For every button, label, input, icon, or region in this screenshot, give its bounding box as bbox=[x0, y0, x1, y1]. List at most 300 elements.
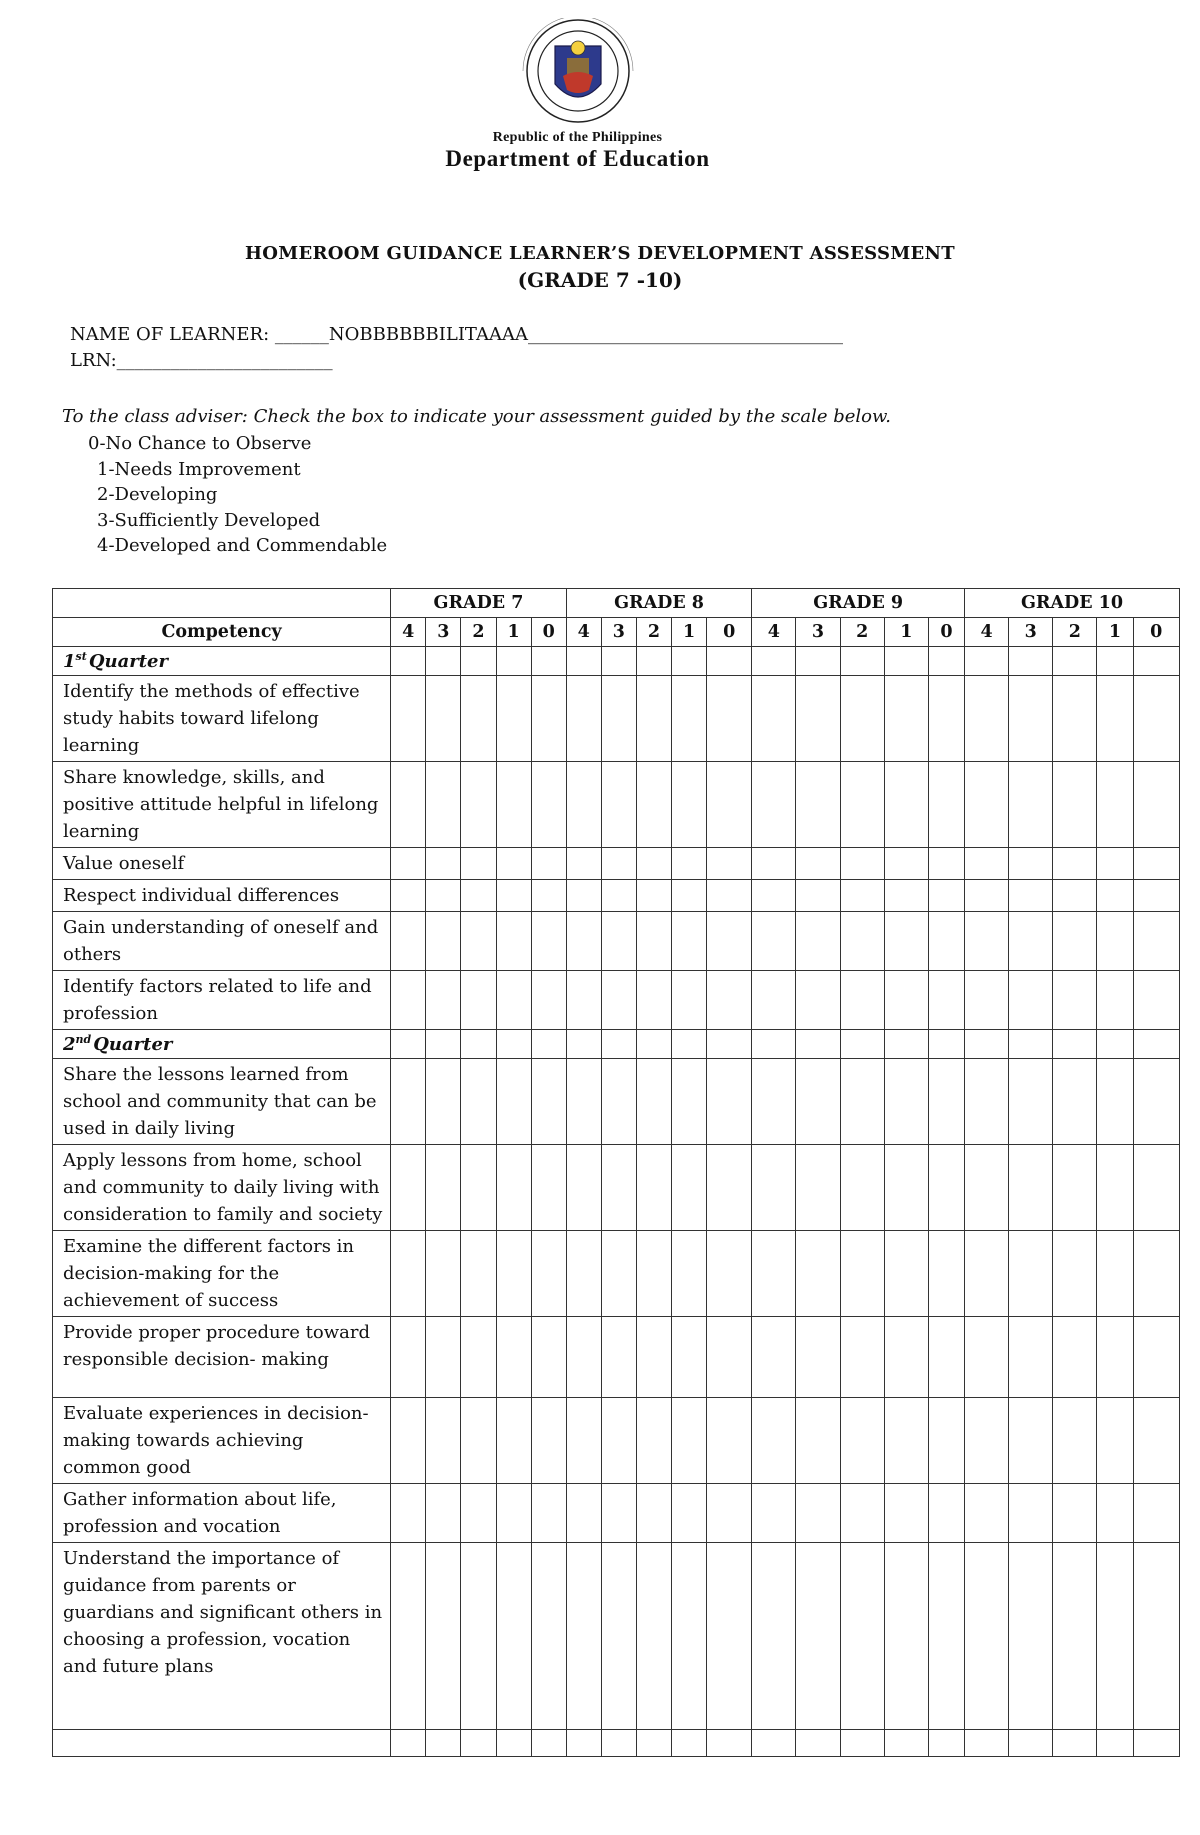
rating-checkbox-cell[interactable] bbox=[752, 1231, 796, 1317]
rating-checkbox-cell[interactable] bbox=[566, 1145, 601, 1231]
rating-checkbox-cell[interactable] bbox=[391, 880, 426, 912]
rating-checkbox-cell[interactable] bbox=[840, 1231, 884, 1317]
rating-checkbox-cell[interactable] bbox=[1097, 1484, 1133, 1543]
rating-checkbox-cell[interactable] bbox=[391, 1398, 426, 1484]
rating-checkbox-cell[interactable] bbox=[965, 1543, 1009, 1730]
rating-checkbox-cell[interactable] bbox=[1133, 1145, 1179, 1231]
rating-checkbox-cell[interactable] bbox=[566, 1398, 601, 1484]
rating-checkbox-cell[interactable] bbox=[601, 848, 636, 880]
rating-checkbox-cell[interactable] bbox=[796, 647, 840, 676]
rating-checkbox-cell[interactable] bbox=[707, 1059, 752, 1145]
rating-checkbox-cell[interactable] bbox=[461, 880, 496, 912]
rating-checkbox-cell[interactable] bbox=[636, 1059, 671, 1145]
rating-checkbox-cell[interactable] bbox=[1133, 647, 1179, 676]
rating-checkbox-cell[interactable] bbox=[796, 762, 840, 848]
rating-checkbox-cell[interactable] bbox=[636, 1484, 671, 1543]
rating-checkbox-cell[interactable] bbox=[1009, 1030, 1053, 1059]
rating-checkbox-cell[interactable] bbox=[1133, 1398, 1179, 1484]
rating-checkbox-cell[interactable] bbox=[840, 848, 884, 880]
rating-checkbox-cell[interactable] bbox=[928, 848, 964, 880]
rating-checkbox-cell[interactable] bbox=[426, 1030, 461, 1059]
rating-checkbox-cell[interactable] bbox=[884, 848, 928, 880]
rating-checkbox-cell[interactable] bbox=[566, 1484, 601, 1543]
rating-checkbox-cell[interactable] bbox=[496, 1145, 531, 1231]
rating-checkbox-cell[interactable] bbox=[496, 676, 531, 762]
rating-checkbox-cell[interactable] bbox=[796, 1543, 840, 1730]
rating-checkbox-cell[interactable] bbox=[928, 1484, 964, 1543]
rating-checkbox-cell[interactable] bbox=[531, 971, 566, 1030]
rating-checkbox-cell[interactable] bbox=[1133, 1484, 1179, 1543]
rating-checkbox-cell[interactable] bbox=[1097, 1317, 1133, 1398]
rating-checkbox-cell[interactable] bbox=[391, 676, 426, 762]
rating-checkbox-cell[interactable] bbox=[1009, 1145, 1053, 1231]
rating-checkbox-cell[interactable] bbox=[752, 762, 796, 848]
rating-checkbox-cell[interactable] bbox=[884, 762, 928, 848]
rating-checkbox-cell[interactable] bbox=[796, 848, 840, 880]
rating-checkbox-cell[interactable] bbox=[840, 912, 884, 971]
rating-checkbox-cell[interactable] bbox=[391, 647, 426, 676]
rating-checkbox-cell[interactable] bbox=[601, 1398, 636, 1484]
rating-checkbox-cell[interactable] bbox=[426, 1145, 461, 1231]
rating-checkbox-cell[interactable] bbox=[461, 1484, 496, 1543]
rating-checkbox-cell[interactable] bbox=[672, 912, 707, 971]
rating-checkbox-cell[interactable] bbox=[601, 971, 636, 1030]
rating-checkbox-cell[interactable] bbox=[461, 676, 496, 762]
rating-checkbox-cell[interactable] bbox=[840, 1317, 884, 1398]
rating-checkbox-cell[interactable] bbox=[426, 762, 461, 848]
rating-checkbox-cell[interactable] bbox=[531, 1059, 566, 1145]
rating-checkbox-cell[interactable] bbox=[965, 647, 1009, 676]
rating-checkbox-cell[interactable] bbox=[928, 1231, 964, 1317]
rating-checkbox-cell[interactable] bbox=[601, 1145, 636, 1231]
rating-checkbox-cell[interactable] bbox=[928, 647, 964, 676]
rating-checkbox-cell[interactable] bbox=[391, 848, 426, 880]
rating-checkbox-cell[interactable] bbox=[796, 1145, 840, 1231]
rating-checkbox-cell[interactable] bbox=[1009, 647, 1053, 676]
rating-checkbox-cell[interactable] bbox=[928, 880, 964, 912]
rating-checkbox-cell[interactable] bbox=[601, 912, 636, 971]
rating-checkbox-cell[interactable] bbox=[391, 1730, 426, 1757]
rating-checkbox-cell[interactable] bbox=[884, 1231, 928, 1317]
rating-checkbox-cell[interactable] bbox=[752, 1059, 796, 1145]
rating-checkbox-cell[interactable] bbox=[531, 1030, 566, 1059]
rating-checkbox-cell[interactable] bbox=[796, 1398, 840, 1484]
rating-checkbox-cell[interactable] bbox=[496, 1231, 531, 1317]
rating-checkbox-cell[interactable] bbox=[496, 1317, 531, 1398]
rating-checkbox-cell[interactable] bbox=[566, 1730, 601, 1757]
rating-checkbox-cell[interactable] bbox=[672, 1317, 707, 1398]
rating-checkbox-cell[interactable] bbox=[461, 647, 496, 676]
rating-checkbox-cell[interactable] bbox=[928, 676, 964, 762]
rating-checkbox-cell[interactable] bbox=[965, 676, 1009, 762]
rating-checkbox-cell[interactable] bbox=[884, 1398, 928, 1484]
rating-checkbox-cell[interactable] bbox=[601, 647, 636, 676]
rating-checkbox-cell[interactable] bbox=[566, 1059, 601, 1145]
rating-checkbox-cell[interactable] bbox=[672, 971, 707, 1030]
rating-checkbox-cell[interactable] bbox=[1133, 848, 1179, 880]
rating-checkbox-cell[interactable] bbox=[461, 1059, 496, 1145]
rating-checkbox-cell[interactable] bbox=[672, 762, 707, 848]
rating-checkbox-cell[interactable] bbox=[461, 848, 496, 880]
rating-checkbox-cell[interactable] bbox=[496, 1484, 531, 1543]
rating-checkbox-cell[interactable] bbox=[566, 912, 601, 971]
rating-checkbox-cell[interactable] bbox=[461, 1543, 496, 1730]
rating-checkbox-cell[interactable] bbox=[426, 676, 461, 762]
rating-checkbox-cell[interactable] bbox=[636, 912, 671, 971]
rating-checkbox-cell[interactable] bbox=[601, 880, 636, 912]
rating-checkbox-cell[interactable] bbox=[1097, 1145, 1133, 1231]
rating-checkbox-cell[interactable] bbox=[531, 1730, 566, 1757]
rating-checkbox-cell[interactable] bbox=[1053, 647, 1097, 676]
rating-checkbox-cell[interactable] bbox=[796, 1059, 840, 1145]
rating-checkbox-cell[interactable] bbox=[601, 676, 636, 762]
rating-checkbox-cell[interactable] bbox=[796, 1030, 840, 1059]
rating-checkbox-cell[interactable] bbox=[531, 1398, 566, 1484]
rating-checkbox-cell[interactable] bbox=[840, 1543, 884, 1730]
rating-checkbox-cell[interactable] bbox=[1009, 1231, 1053, 1317]
rating-checkbox-cell[interactable] bbox=[426, 1231, 461, 1317]
rating-checkbox-cell[interactable] bbox=[391, 1231, 426, 1317]
rating-checkbox-cell[interactable] bbox=[928, 971, 964, 1030]
rating-checkbox-cell[interactable] bbox=[840, 1030, 884, 1059]
rating-checkbox-cell[interactable] bbox=[1009, 676, 1053, 762]
rating-checkbox-cell[interactable] bbox=[496, 912, 531, 971]
rating-checkbox-cell[interactable] bbox=[752, 1317, 796, 1398]
rating-checkbox-cell[interactable] bbox=[496, 1398, 531, 1484]
rating-checkbox-cell[interactable] bbox=[840, 1059, 884, 1145]
rating-checkbox-cell[interactable] bbox=[1053, 1730, 1097, 1757]
rating-checkbox-cell[interactable] bbox=[672, 647, 707, 676]
rating-checkbox-cell[interactable] bbox=[672, 1484, 707, 1543]
rating-checkbox-cell[interactable] bbox=[672, 848, 707, 880]
rating-checkbox-cell[interactable] bbox=[752, 1030, 796, 1059]
rating-checkbox-cell[interactable] bbox=[1133, 971, 1179, 1030]
rating-checkbox-cell[interactable] bbox=[1097, 912, 1133, 971]
rating-checkbox-cell[interactable] bbox=[1133, 676, 1179, 762]
rating-checkbox-cell[interactable] bbox=[965, 912, 1009, 971]
rating-checkbox-cell[interactable] bbox=[496, 848, 531, 880]
rating-checkbox-cell[interactable] bbox=[1133, 1543, 1179, 1730]
rating-checkbox-cell[interactable] bbox=[1053, 912, 1097, 971]
rating-checkbox-cell[interactable] bbox=[461, 971, 496, 1030]
rating-checkbox-cell[interactable] bbox=[1097, 1059, 1133, 1145]
rating-checkbox-cell[interactable] bbox=[636, 1398, 671, 1484]
rating-checkbox-cell[interactable] bbox=[601, 1231, 636, 1317]
rating-checkbox-cell[interactable] bbox=[840, 971, 884, 1030]
rating-checkbox-cell[interactable] bbox=[601, 1059, 636, 1145]
rating-checkbox-cell[interactable] bbox=[1053, 1398, 1097, 1484]
rating-checkbox-cell[interactable] bbox=[601, 1317, 636, 1398]
rating-checkbox-cell[interactable] bbox=[707, 912, 752, 971]
rating-checkbox-cell[interactable] bbox=[1009, 1398, 1053, 1484]
rating-checkbox-cell[interactable] bbox=[636, 1030, 671, 1059]
rating-checkbox-cell[interactable] bbox=[796, 676, 840, 762]
rating-checkbox-cell[interactable] bbox=[1097, 647, 1133, 676]
rating-checkbox-cell[interactable] bbox=[672, 1030, 707, 1059]
rating-checkbox-cell[interactable] bbox=[496, 647, 531, 676]
rating-checkbox-cell[interactable] bbox=[1133, 1231, 1179, 1317]
rating-checkbox-cell[interactable] bbox=[707, 1145, 752, 1231]
rating-checkbox-cell[interactable] bbox=[566, 880, 601, 912]
rating-checkbox-cell[interactable] bbox=[636, 1231, 671, 1317]
rating-checkbox-cell[interactable] bbox=[1009, 1484, 1053, 1543]
rating-checkbox-cell[interactable] bbox=[636, 880, 671, 912]
rating-checkbox-cell[interactable] bbox=[426, 848, 461, 880]
rating-checkbox-cell[interactable] bbox=[840, 1398, 884, 1484]
rating-checkbox-cell[interactable] bbox=[496, 1059, 531, 1145]
rating-checkbox-cell[interactable] bbox=[426, 1730, 461, 1757]
rating-checkbox-cell[interactable] bbox=[707, 1543, 752, 1730]
rating-checkbox-cell[interactable] bbox=[928, 1543, 964, 1730]
rating-checkbox-cell[interactable] bbox=[928, 1059, 964, 1145]
rating-checkbox-cell[interactable] bbox=[1097, 848, 1133, 880]
rating-checkbox-cell[interactable] bbox=[391, 912, 426, 971]
rating-checkbox-cell[interactable] bbox=[531, 848, 566, 880]
rating-checkbox-cell[interactable] bbox=[840, 1145, 884, 1231]
rating-checkbox-cell[interactable] bbox=[1097, 1730, 1133, 1757]
rating-checkbox-cell[interactable] bbox=[965, 1398, 1009, 1484]
rating-checkbox-cell[interactable] bbox=[566, 1317, 601, 1398]
rating-checkbox-cell[interactable] bbox=[1009, 880, 1053, 912]
rating-checkbox-cell[interactable] bbox=[672, 1730, 707, 1757]
rating-checkbox-cell[interactable] bbox=[707, 1317, 752, 1398]
rating-checkbox-cell[interactable] bbox=[840, 1484, 884, 1543]
rating-checkbox-cell[interactable] bbox=[884, 676, 928, 762]
rating-checkbox-cell[interactable] bbox=[707, 1484, 752, 1543]
rating-checkbox-cell[interactable] bbox=[531, 647, 566, 676]
rating-checkbox-cell[interactable] bbox=[601, 1543, 636, 1730]
rating-checkbox-cell[interactable] bbox=[1009, 1543, 1053, 1730]
rating-checkbox-cell[interactable] bbox=[461, 912, 496, 971]
rating-checkbox-cell[interactable] bbox=[1053, 1317, 1097, 1398]
rating-checkbox-cell[interactable] bbox=[391, 1543, 426, 1730]
rating-checkbox-cell[interactable] bbox=[965, 1730, 1009, 1757]
rating-checkbox-cell[interactable] bbox=[531, 676, 566, 762]
rating-checkbox-cell[interactable] bbox=[1053, 1231, 1097, 1317]
rating-checkbox-cell[interactable] bbox=[884, 1059, 928, 1145]
rating-checkbox-cell[interactable] bbox=[752, 971, 796, 1030]
rating-checkbox-cell[interactable] bbox=[752, 1484, 796, 1543]
rating-checkbox-cell[interactable] bbox=[1133, 912, 1179, 971]
rating-checkbox-cell[interactable] bbox=[461, 1145, 496, 1231]
rating-checkbox-cell[interactable] bbox=[461, 1398, 496, 1484]
rating-checkbox-cell[interactable] bbox=[566, 1231, 601, 1317]
rating-checkbox-cell[interactable] bbox=[601, 762, 636, 848]
rating-checkbox-cell[interactable] bbox=[672, 880, 707, 912]
rating-checkbox-cell[interactable] bbox=[566, 848, 601, 880]
rating-checkbox-cell[interactable] bbox=[1133, 1059, 1179, 1145]
rating-checkbox-cell[interactable] bbox=[636, 971, 671, 1030]
rating-checkbox-cell[interactable] bbox=[707, 880, 752, 912]
rating-checkbox-cell[interactable] bbox=[752, 1145, 796, 1231]
rating-checkbox-cell[interactable] bbox=[426, 1059, 461, 1145]
rating-checkbox-cell[interactable] bbox=[672, 1543, 707, 1730]
rating-checkbox-cell[interactable] bbox=[601, 1730, 636, 1757]
rating-checkbox-cell[interactable] bbox=[965, 1484, 1009, 1543]
rating-checkbox-cell[interactable] bbox=[884, 880, 928, 912]
rating-checkbox-cell[interactable] bbox=[566, 762, 601, 848]
rating-checkbox-cell[interactable] bbox=[636, 848, 671, 880]
rating-checkbox-cell[interactable] bbox=[884, 1484, 928, 1543]
rating-checkbox-cell[interactable] bbox=[426, 1317, 461, 1398]
rating-checkbox-cell[interactable] bbox=[531, 912, 566, 971]
rating-checkbox-cell[interactable] bbox=[1009, 912, 1053, 971]
rating-checkbox-cell[interactable] bbox=[1053, 880, 1097, 912]
rating-checkbox-cell[interactable] bbox=[928, 1730, 964, 1757]
rating-checkbox-cell[interactable] bbox=[752, 848, 796, 880]
rating-checkbox-cell[interactable] bbox=[636, 1730, 671, 1757]
rating-checkbox-cell[interactable] bbox=[796, 1317, 840, 1398]
rating-checkbox-cell[interactable] bbox=[426, 912, 461, 971]
rating-checkbox-cell[interactable] bbox=[1097, 676, 1133, 762]
rating-checkbox-cell[interactable] bbox=[566, 971, 601, 1030]
rating-checkbox-cell[interactable] bbox=[884, 971, 928, 1030]
rating-checkbox-cell[interactable] bbox=[1053, 1145, 1097, 1231]
rating-checkbox-cell[interactable] bbox=[796, 1730, 840, 1757]
rating-checkbox-cell[interactable] bbox=[636, 1145, 671, 1231]
rating-checkbox-cell[interactable] bbox=[391, 1317, 426, 1398]
rating-checkbox-cell[interactable] bbox=[928, 762, 964, 848]
rating-checkbox-cell[interactable] bbox=[496, 971, 531, 1030]
rating-checkbox-cell[interactable] bbox=[752, 1730, 796, 1757]
rating-checkbox-cell[interactable] bbox=[391, 1145, 426, 1231]
rating-checkbox-cell[interactable] bbox=[672, 1398, 707, 1484]
rating-checkbox-cell[interactable] bbox=[496, 1730, 531, 1757]
rating-checkbox-cell[interactable] bbox=[928, 1398, 964, 1484]
rating-checkbox-cell[interactable] bbox=[1009, 1317, 1053, 1398]
rating-checkbox-cell[interactable] bbox=[1097, 1231, 1133, 1317]
rating-checkbox-cell[interactable] bbox=[566, 1543, 601, 1730]
rating-checkbox-cell[interactable] bbox=[840, 762, 884, 848]
rating-checkbox-cell[interactable] bbox=[1053, 762, 1097, 848]
rating-checkbox-cell[interactable] bbox=[1053, 848, 1097, 880]
rating-checkbox-cell[interactable] bbox=[636, 1317, 671, 1398]
rating-checkbox-cell[interactable] bbox=[1053, 971, 1097, 1030]
rating-checkbox-cell[interactable] bbox=[707, 647, 752, 676]
rating-checkbox-cell[interactable] bbox=[461, 1317, 496, 1398]
rating-checkbox-cell[interactable] bbox=[752, 912, 796, 971]
rating-checkbox-cell[interactable] bbox=[1097, 880, 1133, 912]
rating-checkbox-cell[interactable] bbox=[965, 1030, 1009, 1059]
rating-checkbox-cell[interactable] bbox=[672, 1059, 707, 1145]
rating-checkbox-cell[interactable] bbox=[391, 1059, 426, 1145]
rating-checkbox-cell[interactable] bbox=[928, 1145, 964, 1231]
rating-checkbox-cell[interactable] bbox=[672, 676, 707, 762]
rating-checkbox-cell[interactable] bbox=[531, 1543, 566, 1730]
rating-checkbox-cell[interactable] bbox=[965, 1145, 1009, 1231]
rating-checkbox-cell[interactable] bbox=[531, 1317, 566, 1398]
rating-checkbox-cell[interactable] bbox=[928, 1030, 964, 1059]
rating-checkbox-cell[interactable] bbox=[426, 880, 461, 912]
rating-checkbox-cell[interactable] bbox=[496, 762, 531, 848]
rating-checkbox-cell[interactable] bbox=[928, 912, 964, 971]
rating-checkbox-cell[interactable] bbox=[1053, 1484, 1097, 1543]
rating-checkbox-cell[interactable] bbox=[752, 1398, 796, 1484]
rating-checkbox-cell[interactable] bbox=[636, 1543, 671, 1730]
rating-checkbox-cell[interactable] bbox=[531, 880, 566, 912]
rating-checkbox-cell[interactable] bbox=[707, 762, 752, 848]
rating-checkbox-cell[interactable] bbox=[636, 762, 671, 848]
rating-checkbox-cell[interactable] bbox=[1133, 1730, 1179, 1757]
rating-checkbox-cell[interactable] bbox=[965, 1231, 1009, 1317]
rating-checkbox-cell[interactable] bbox=[965, 971, 1009, 1030]
rating-checkbox-cell[interactable] bbox=[884, 1145, 928, 1231]
rating-checkbox-cell[interactable] bbox=[752, 647, 796, 676]
rating-checkbox-cell[interactable] bbox=[707, 1231, 752, 1317]
rating-checkbox-cell[interactable] bbox=[496, 880, 531, 912]
rating-checkbox-cell[interactable] bbox=[707, 1398, 752, 1484]
rating-checkbox-cell[interactable] bbox=[884, 1730, 928, 1757]
rating-checkbox-cell[interactable] bbox=[1053, 676, 1097, 762]
rating-checkbox-cell[interactable] bbox=[1053, 1543, 1097, 1730]
rating-checkbox-cell[interactable] bbox=[707, 676, 752, 762]
rating-checkbox-cell[interactable] bbox=[796, 880, 840, 912]
rating-checkbox-cell[interactable] bbox=[531, 762, 566, 848]
rating-checkbox-cell[interactable] bbox=[461, 1030, 496, 1059]
rating-checkbox-cell[interactable] bbox=[1133, 1030, 1179, 1059]
rating-checkbox-cell[interactable] bbox=[531, 1145, 566, 1231]
rating-checkbox-cell[interactable] bbox=[1009, 1059, 1053, 1145]
rating-checkbox-cell[interactable] bbox=[601, 1030, 636, 1059]
rating-checkbox-cell[interactable] bbox=[884, 647, 928, 676]
rating-checkbox-cell[interactable] bbox=[461, 1730, 496, 1757]
rating-checkbox-cell[interactable] bbox=[391, 762, 426, 848]
rating-checkbox-cell[interactable] bbox=[884, 912, 928, 971]
rating-checkbox-cell[interactable] bbox=[1053, 1059, 1097, 1145]
rating-checkbox-cell[interactable] bbox=[796, 912, 840, 971]
rating-checkbox-cell[interactable] bbox=[707, 1730, 752, 1757]
rating-checkbox-cell[interactable] bbox=[601, 1484, 636, 1543]
rating-checkbox-cell[interactable] bbox=[496, 1030, 531, 1059]
rating-checkbox-cell[interactable] bbox=[1009, 1730, 1053, 1757]
rating-checkbox-cell[interactable] bbox=[636, 676, 671, 762]
rating-checkbox-cell[interactable] bbox=[426, 647, 461, 676]
rating-checkbox-cell[interactable] bbox=[840, 647, 884, 676]
rating-checkbox-cell[interactable] bbox=[672, 1231, 707, 1317]
rating-checkbox-cell[interactable] bbox=[796, 1484, 840, 1543]
rating-checkbox-cell[interactable] bbox=[1053, 1030, 1097, 1059]
rating-checkbox-cell[interactable] bbox=[531, 1231, 566, 1317]
rating-checkbox-cell[interactable] bbox=[965, 880, 1009, 912]
rating-checkbox-cell[interactable] bbox=[1097, 1543, 1133, 1730]
rating-checkbox-cell[interactable] bbox=[965, 1317, 1009, 1398]
rating-checkbox-cell[interactable] bbox=[566, 1030, 601, 1059]
rating-checkbox-cell[interactable] bbox=[840, 1730, 884, 1757]
rating-checkbox-cell[interactable] bbox=[965, 848, 1009, 880]
rating-checkbox-cell[interactable] bbox=[965, 1059, 1009, 1145]
rating-checkbox-cell[interactable] bbox=[1009, 762, 1053, 848]
rating-checkbox-cell[interactable] bbox=[1009, 848, 1053, 880]
rating-checkbox-cell[interactable] bbox=[884, 1030, 928, 1059]
rating-checkbox-cell[interactable] bbox=[391, 1484, 426, 1543]
rating-checkbox-cell[interactable] bbox=[928, 1317, 964, 1398]
rating-checkbox-cell[interactable] bbox=[391, 1030, 426, 1059]
rating-checkbox-cell[interactable] bbox=[1097, 1398, 1133, 1484]
rating-checkbox-cell[interactable] bbox=[461, 762, 496, 848]
rating-checkbox-cell[interactable] bbox=[531, 1484, 566, 1543]
rating-checkbox-cell[interactable] bbox=[636, 647, 671, 676]
rating-checkbox-cell[interactable] bbox=[1097, 762, 1133, 848]
rating-checkbox-cell[interactable] bbox=[426, 1398, 461, 1484]
rating-checkbox-cell[interactable] bbox=[707, 1030, 752, 1059]
rating-checkbox-cell[interactable] bbox=[965, 762, 1009, 848]
rating-checkbox-cell[interactable] bbox=[391, 971, 426, 1030]
rating-checkbox-cell[interactable] bbox=[672, 1145, 707, 1231]
rating-checkbox-cell[interactable] bbox=[752, 676, 796, 762]
rating-checkbox-cell[interactable] bbox=[426, 1543, 461, 1730]
rating-checkbox-cell[interactable] bbox=[884, 1543, 928, 1730]
rating-checkbox-cell[interactable] bbox=[426, 971, 461, 1030]
